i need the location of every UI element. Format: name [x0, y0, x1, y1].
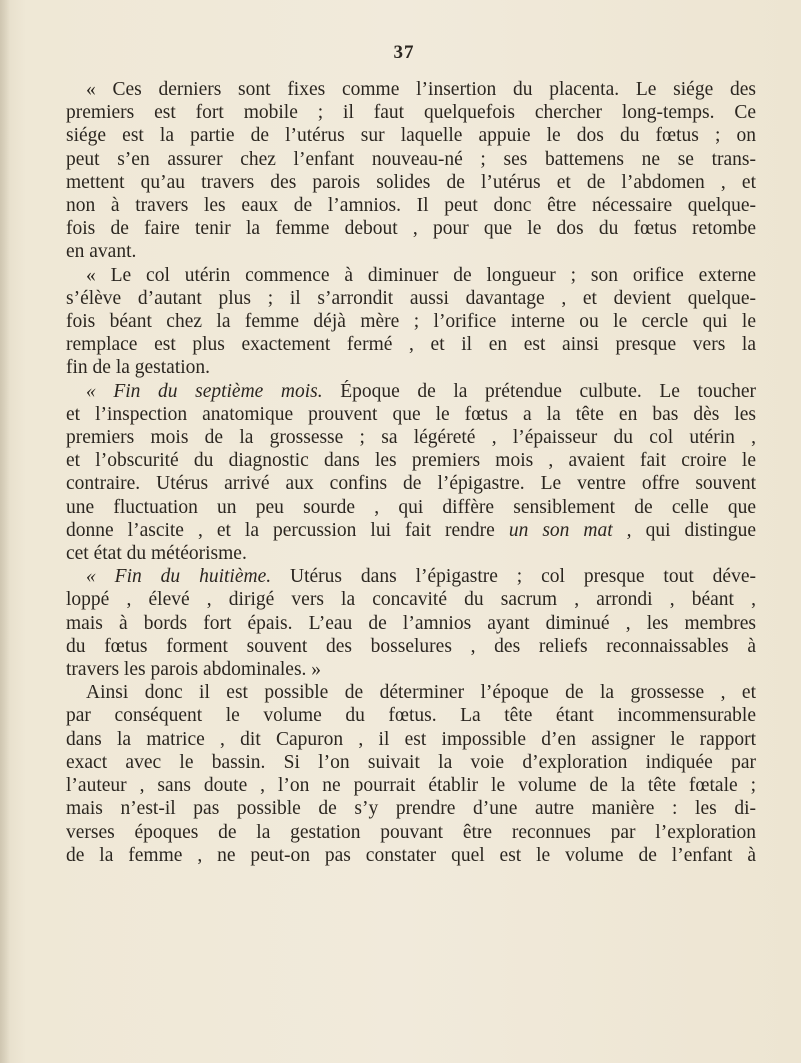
- text-line: en avant.: [66, 241, 137, 263]
- page-edge-shadow: [0, 0, 10, 1063]
- paragraph: [66, 380, 756, 566]
- paragraph: [66, 264, 756, 380]
- italic-phrase: un son mat ,: [508, 519, 632, 541]
- text-line: de la femme , ne peut-on pas constater quel est le volume de l’enfant à: [66, 844, 756, 866]
- text-line: [66, 565, 756, 588]
- text-line: « Le col utérin commence à diminuer de longueur ; son orifice externe: [86, 264, 756, 286]
- text-line: « Ces derniers sont fixes comme l’insertion du placenta. Le siége des: [86, 79, 756, 100]
- text-line: mettent qu’au travers des parois solides de l’utérus et de l’abdomen , et: [66, 171, 756, 193]
- text-segment: qui distingue: [631, 519, 756, 541]
- text-line: cet état du météorisme.: [66, 543, 247, 565]
- text-line: Ainsi donc il est possible de déterminer l’époque de la grossesse , et: [86, 682, 756, 704]
- text-line: non à travers les eaux de l’amnios. Il peut donc être nécessaire quelque-: [66, 195, 756, 217]
- text-line: premiers est fort mobile ; il faut quelquefois chercher long-temps. Ce: [66, 102, 756, 124]
- text-line: [66, 380, 756, 403]
- text-line: par conséquent le volume du fœtus. La tête étant incommensurable: [66, 705, 756, 727]
- italic-heading: « Fin du huitième.: [86, 566, 272, 588]
- text-line: mais n’est-il pas possible de s’y prendre d’une autre manière : les di-: [66, 798, 756, 820]
- text-line: [66, 519, 756, 542]
- paragraph: [66, 565, 756, 681]
- text-line: du fœtus forment souvent des bosselures , des reliefs reconnaissables à: [66, 635, 756, 657]
- text-line: fois de faire tenir la femme debout , pour que le dos du fœtus retombe: [66, 218, 756, 240]
- text-line: remplace est plus exactement fermé , et il en est ainsi presque vers la: [66, 334, 756, 356]
- body-text: [66, 78, 756, 867]
- text-line: dans la matrice , dit Capuron , il est impossible d’en assigner le rapport: [66, 728, 756, 750]
- text-line: s’élève d’autant plus ; il s’arrondit aussi davantage , et devient quelque-: [66, 287, 756, 309]
- text-segment: donne l’ascite , et la percussion lui fait rendre: [66, 519, 509, 541]
- paragraph: [66, 681, 756, 867]
- text-line: fois béant chez la femme déjà mère ; l’orifice interne ou le cercle qui le: [66, 311, 756, 333]
- text-line: siége est la partie de l’utérus sur laquelle appuie le dos du fœtus ; on: [66, 125, 756, 147]
- text-line: fin de la gestation.: [66, 357, 211, 379]
- italic-heading: « Fin du septième mois.: [86, 380, 323, 402]
- text-segment: Époque de la prétendue culbute. Le toucher: [322, 380, 756, 402]
- text-segment: Utérus dans l’épigastre ; col presque tout déve-: [271, 566, 756, 588]
- text-line: une fluctuation un peu sourde , qui diffère sensiblement de celle que: [66, 496, 756, 518]
- text-line: contraire. Utérus arrivé aux confins de l’épigastre. Le ventre offre souvent: [66, 473, 756, 495]
- text-line: mais à bords fort épais. L’eau de l’amnios ayant diminué , les membres: [66, 612, 756, 634]
- text-line: peut s’en assurer chez l’enfant nouveau-né ; ses battemens ne se trans-: [66, 148, 756, 170]
- text-line: verses époques de la gestation pouvant être reconnues par l’exploration: [66, 821, 756, 843]
- paragraph: [66, 78, 756, 264]
- text-line: travers les parois abdominales. »: [66, 659, 322, 681]
- page-number: 37: [393, 42, 415, 63]
- text-line: et l’inspection anatomique prouvent que le fœtus a la tête en bas dès les: [66, 403, 756, 425]
- text-line: et l’obscurité du diagnostic dans les premiers mois , avaient fait croire le: [66, 450, 756, 472]
- text-line: loppé , élevé , dirigé vers la concavité du sacrum , arrondi , béant ,: [66, 589, 756, 611]
- text-line: l’auteur , sans doute , l’on ne pourrait établir le volume de la tête fœtale ;: [66, 775, 756, 797]
- text-line: exact avec le bassin. Si l’on suivait la voie d’exploration indiquée par: [66, 751, 756, 773]
- text-line: premiers mois de la grossesse ; sa légéreté , l’épaisseur du col utérin ,: [66, 427, 756, 449]
